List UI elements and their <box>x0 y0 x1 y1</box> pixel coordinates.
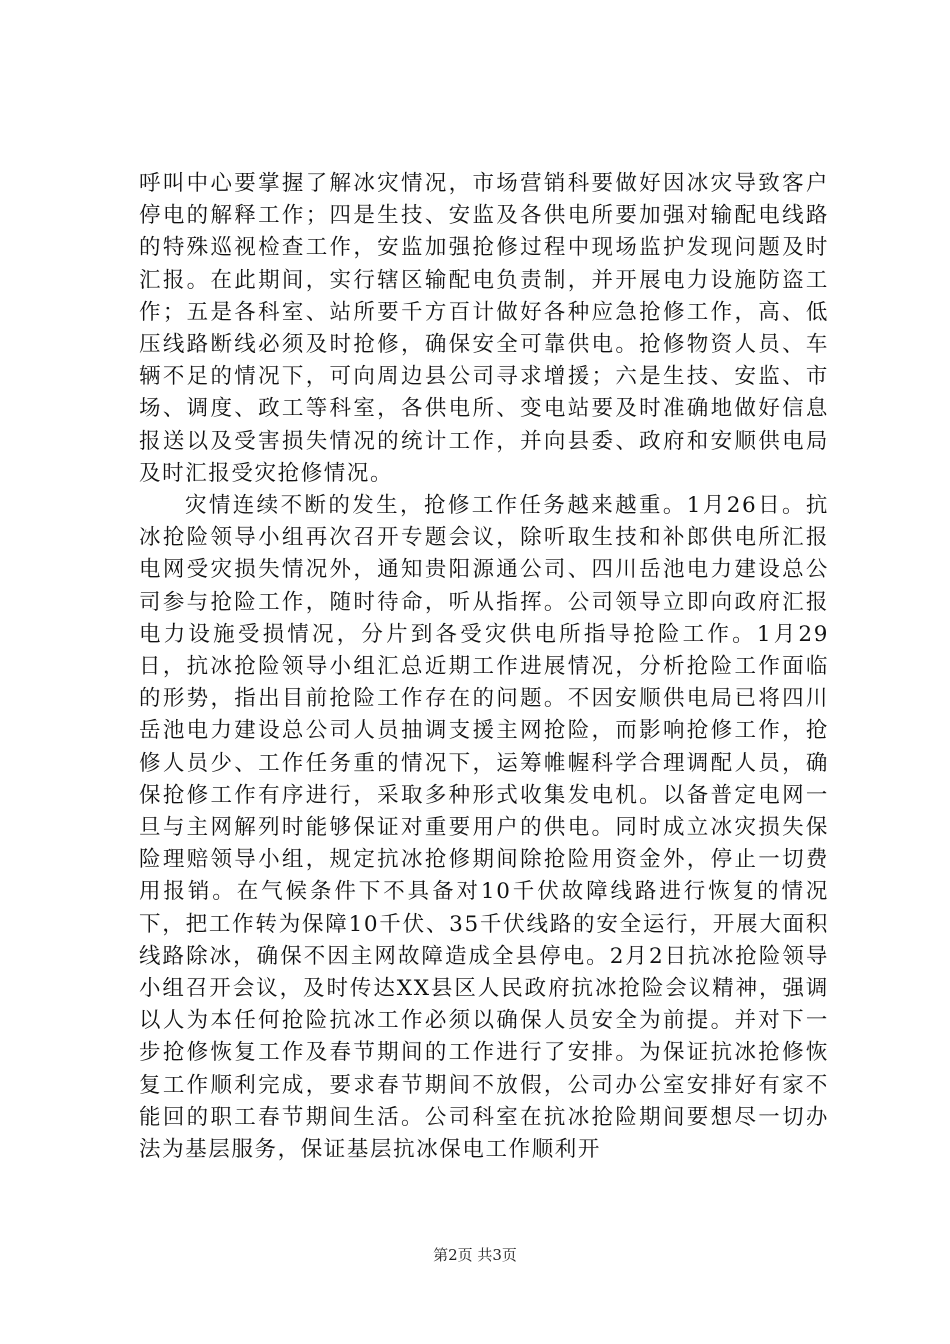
paragraph-2: 灾情连续不断的发生，抢修工作任务越来越重。1月26日。抗冰抢险领导小组再次召开专题会议，除听取生技和补郎供电所汇报电网受灾损失情况外，通知贵阳源通公司、四川岳池电力建设总公司参与抢险工作，随时待命，听从指挥。公司领导立即向政府汇报电力设施受损情况，分片到各受灾供电所指导抢险工作。1月29日，抗冰抢险领导小组汇总近期工作进展情况，分析抢险工作面临的形势，指出目前抢险工作存在的问题。不因安顺供电局已将四川岳池电力建设总公司人员抽调支援主网抢险，而影响抢修工作，抢修人员少、工作任务重的情况下，运筹帷幄科学合理调配人员，确保抢修工作有序进行，采取多种形式收集发电机。以备普定电网一旦与主网解列时能够保证对重要用户的供电。同时成立冰灾损失保险理赔领导小组，规定抗冰抢修期间除抢险用资金外，停止一切费用报销。在气候条件下不具备对10千伏故障线路进行恢复的情况下，把工作转为保障10千伏、35千伏线路的安全运行，开展大面积线路除冰，确保不因主网故障造成全县停电。2月2日抗冰抢险领导小组召开会议，及时传达XX县区人民政府抗冰抢险会议精神，强调以人为本任何抢险抗冰工作必须以确保人员安全为前提。并对下一步抢修恢复工作及春节期间的工作进行了安排。为保证抗冰抢修恢复工作顺利完成，要求春节期间不放假，公司办公室安排好有家不能回的职工春节期间生活。公司科室在抗冰抢险期间要想尽一切办法为基层服务，保证基层抗冰保电工作顺利开 <box>139 493 829 1163</box>
document-body <box>139 168 829 1166</box>
page-footer: 第2页 共3页 <box>433 1246 517 1264</box>
paragraph-1: 呼叫中心要掌握了解冰灾情况，市场营销科要做好因冰灾导致客户停电的解释工作；四是生技、安监及各供电所要加强对输配电线路的特殊巡视检查工作，安监加强抢修过程中现场监护发现问题及时汇报。在此期间，实行辖区输配电负责制，并开展电力设施防盗工作；五是各科室、站所要千方百计做好各种应急抢修工作，高、低压线路断线必须及时抢修，确保安全可靠供电。抢修物资人员、车辆不足的情况下，可向周边县公司寻求增援；六是生技、安监、市场、调度、政工等科室，各供电所、变电站要及时准确地做好信息报送以及受害损失情况的统计工作，并向县委、政府和安顺供电局及时汇报受灾抢修情况。 <box>139 171 829 486</box>
